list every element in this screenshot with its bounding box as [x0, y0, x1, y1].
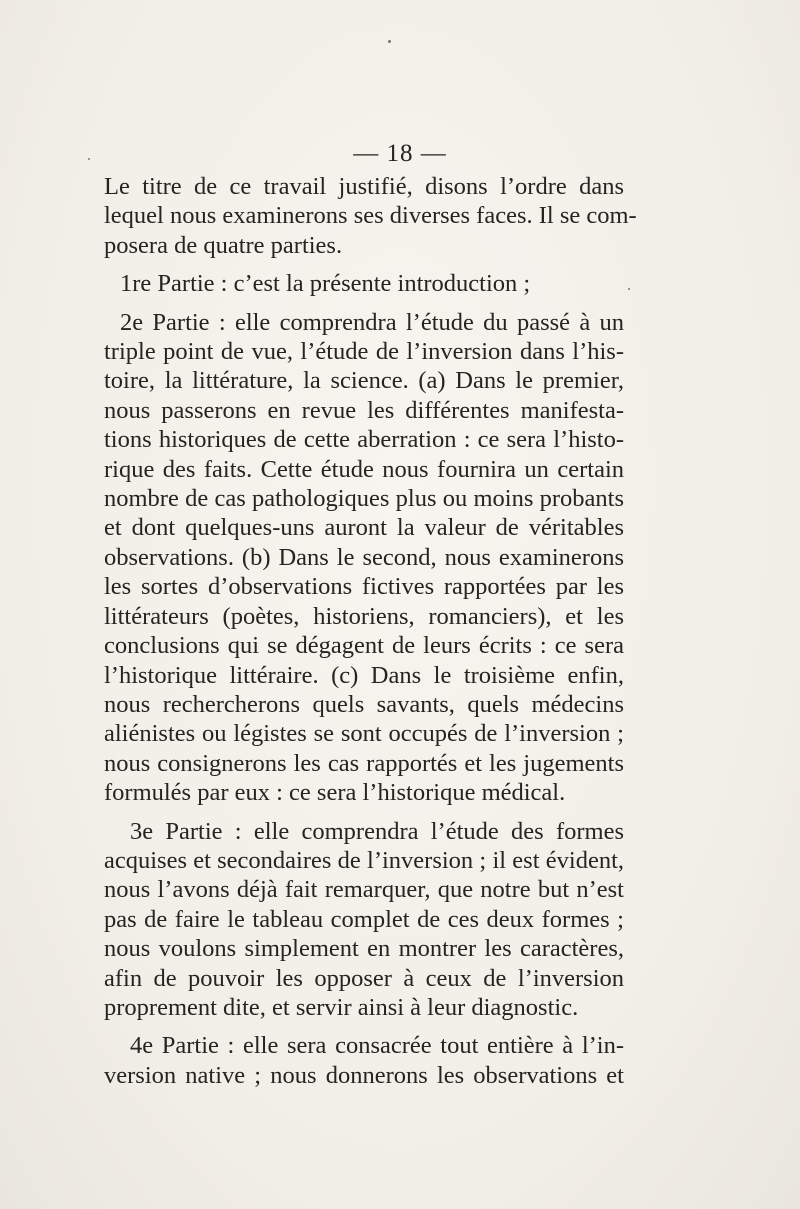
- text-line: nous l’avons déjà fait remarquer, que notre but n’est: [104, 876, 624, 904]
- page-number: — 18 —: [353, 140, 447, 167]
- paper-speck: [628, 288, 630, 290]
- text-line: proprement dite, et servir ainsi à leur diagnostic.: [104, 993, 579, 1021]
- text-line: nous rechercherons quels savants, quels médecins: [104, 690, 624, 718]
- text-line: tions historiques de cette aberration : ce sera l’histo-: [104, 426, 624, 454]
- text-line: 4e Partie : elle sera consacrée tout entière à l’in-: [130, 1032, 624, 1060]
- text-line: nous voulons simplement en montrer les caractères,: [104, 935, 624, 963]
- text-line: triple point de vue, l’étude de l’inversion dans l’his-: [104, 338, 624, 366]
- text-line: pas de faire le tableau complet de ces deux formes ;: [104, 905, 624, 933]
- text-line: conclusions qui se dégagent de leurs écrits : ce sera: [104, 632, 624, 660]
- text-line: Le titre de ce travail justifié, disons l’ordre dans: [104, 173, 624, 200]
- text-line: 2e Partie : elle comprendra l’étude du passé à un: [120, 308, 624, 336]
- paragraph-intro: [104, 172, 637, 260]
- text-line: nous consignerons les cas rapportés et les jugements: [104, 749, 624, 777]
- text-line: et dont quelques-uns auront la valeur de véritables: [104, 514, 624, 542]
- text-line: acquises et secondaires de l’inversion ; il est évident,: [104, 846, 624, 874]
- text-line: afin de pouvoir les opposer à ceux de l’inversion: [104, 964, 624, 992]
- text-line: toire, la littérature, la science. (a) Dans le premier,: [104, 367, 624, 395]
- text-line: lequel nous examinerons ses diverses faces. Il se com-: [104, 202, 637, 230]
- text-line: 1re Partie : c’est la présente introduction ;: [120, 270, 531, 298]
- text-line: 3e Partie : elle comprendra l’étude des formes: [130, 817, 624, 845]
- text-line: nous passerons en revue les différentes manifesta-: [104, 396, 624, 424]
- text-line: nombre de cas pathologiques plus ou moins probants: [104, 485, 624, 513]
- paper-speck: [388, 40, 391, 43]
- text-line: littérateurs (poètes, historiens, romanciers), et les: [104, 602, 624, 630]
- text-line: formulés par eux : ce sera l’historique médical.: [104, 779, 566, 807]
- body-text: [104, 172, 637, 1090]
- text-line: les sortes d’observations fictives rapportées par les: [104, 573, 624, 601]
- paragraph-partie-1: [104, 269, 624, 298]
- text-line: l’historique littéraire. (c) Dans le troisième enfin,: [104, 661, 624, 689]
- text-line: aliénistes ou légistes se sont occupés de l’inversion ;: [104, 720, 624, 748]
- paragraph-partie-3: [104, 817, 624, 1023]
- text-line: rique des faits. Cette étude nous fournira un certain: [104, 455, 624, 483]
- paper-speck: [88, 158, 90, 160]
- paragraph-partie-2: [104, 308, 624, 808]
- paragraph-partie-4: [104, 1031, 624, 1090]
- text-line: posera de quatre parties.: [104, 231, 343, 259]
- text-line: observations. (b) Dans le second, nous examinerons: [104, 543, 624, 571]
- text-line: version native ; nous donnerons les observations et: [104, 1061, 624, 1089]
